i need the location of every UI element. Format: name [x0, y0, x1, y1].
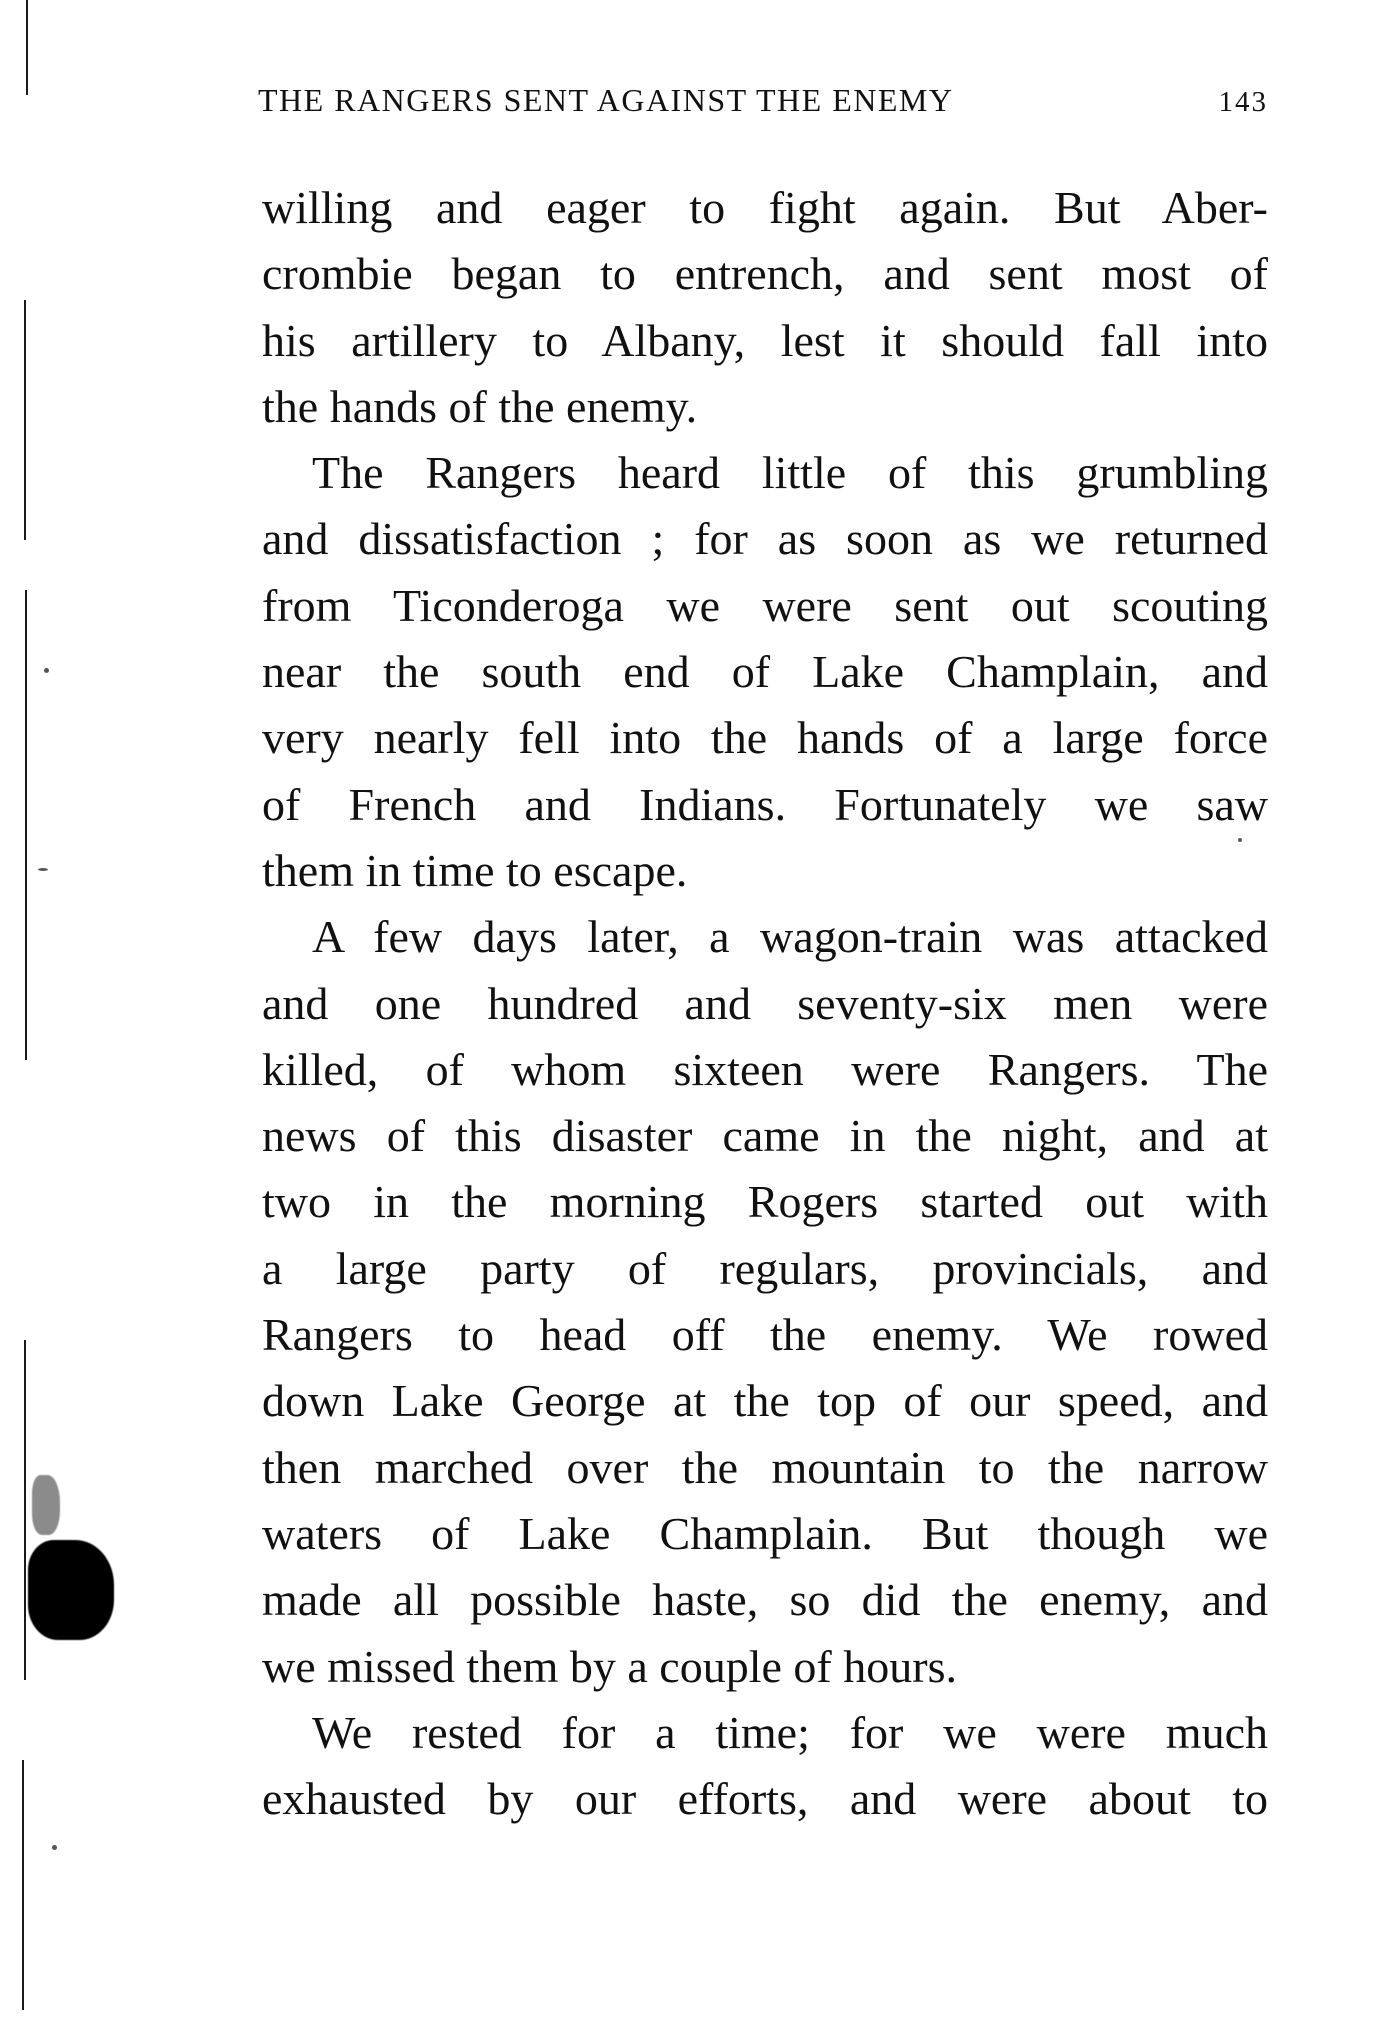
- text-line: made all possible haste, so did the enemy, and: [262, 1574, 1268, 1626]
- text-line: waters of Lake Champlain. But though we: [262, 1507, 1268, 1559]
- gutter-speck: [52, 1845, 57, 1850]
- text-line: near the south end of Lake Champlain, and: [262, 646, 1268, 698]
- text-line: of French and Indians. Fortunately we saw: [262, 778, 1268, 830]
- text-line: and dissatisfaction ; for as soon as we returned: [262, 513, 1268, 565]
- gutter-edge-line-lower: [24, 1340, 26, 1680]
- page-number: 143: [1218, 86, 1268, 118]
- text-line: from Ticonderoga we were sent out scouting: [262, 579, 1268, 631]
- gutter-edge-line-top: [26, 0, 28, 95]
- text-line: and one hundred and seventy-six men were: [262, 977, 1268, 1029]
- body-text: [262, 175, 1268, 1832]
- gutter-ink-blot: [28, 1540, 114, 1640]
- gutter-edge-line-upper: [24, 300, 26, 540]
- paragraph-start-line: The Rangers heard little of this grumbling: [312, 447, 1268, 499]
- text-line: then marched over the mountain to the narrow: [262, 1441, 1268, 1493]
- paragraph-start-line: A few days later, a wagon-train was attacked: [312, 911, 1268, 963]
- gutter-edge-line-middle: [25, 590, 27, 1060]
- running-head-title: THE RANGERS SENT AGAINST THE ENEMY: [258, 82, 954, 118]
- text-line: down Lake George at the top of our speed, and: [262, 1375, 1268, 1427]
- paragraph-end-line: we missed them by a couple of hours.: [262, 1640, 957, 1692]
- text-line: Rangers to head off the enemy. We rowed: [262, 1309, 1268, 1361]
- text-line: news of this disaster came in the night, and at: [262, 1110, 1268, 1162]
- text-line: crombie began to entrench, and sent most of: [262, 248, 1268, 300]
- gutter-ink-smudge: [32, 1475, 60, 1535]
- text-line: willing and eager to fight again. But Aber-: [262, 182, 1268, 233]
- gutter-edge-line-bottom: [22, 1760, 24, 2010]
- text-line: exhausted by our efforts, and were about to: [262, 1773, 1268, 1825]
- paragraph-end-line: the hands of the enemy.: [262, 380, 698, 432]
- text-line: two in the morning Rogers started out with: [262, 1176, 1268, 1228]
- gutter-speck: [38, 868, 48, 871]
- running-head: [258, 82, 1268, 130]
- text-line: his artillery to Albany, lest it should fall into: [262, 314, 1268, 366]
- text-line: very nearly fell into the hands of a large force: [262, 712, 1268, 764]
- paragraph-end-line: them in time to escape.: [262, 844, 688, 896]
- gutter-speck: [44, 668, 49, 673]
- text-line: a large party of regulars, provincials, and: [262, 1242, 1268, 1294]
- paragraph-start-line: We rested for a time; for we were much: [312, 1706, 1268, 1758]
- text-line: killed, of whom sixteen were Rangers. The: [262, 1043, 1268, 1095]
